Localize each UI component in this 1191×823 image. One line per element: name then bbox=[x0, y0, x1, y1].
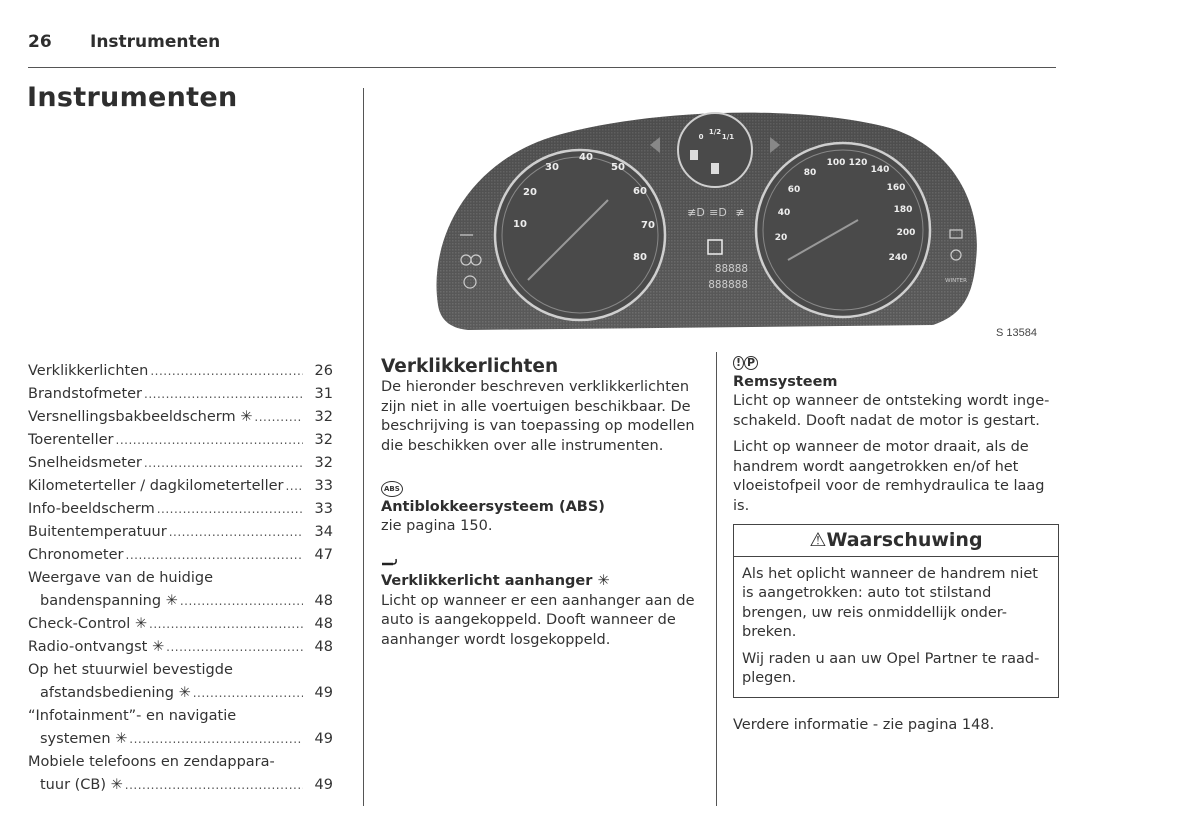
toc-item[interactable]: Verklikkerlichten ..... 26 bbox=[28, 360, 333, 383]
toc-item[interactable]: Kilometerteller / dagkilometerteller ..... 33 bbox=[28, 475, 333, 498]
instrument-cluster-figure bbox=[428, 90, 988, 340]
warning-triangle-icon: ⚠ bbox=[809, 529, 827, 551]
warning-text-2: Wij raden u aan uw Opel Partner te raad-plegen. bbox=[742, 650, 1040, 686]
toc-item[interactable]: Mobiele telefoons en zendappara- tuur (CB) ✳ ..... 49 bbox=[28, 751, 333, 797]
brake-icons bbox=[733, 353, 1059, 373]
column-divider-right bbox=[716, 352, 717, 806]
svg-text:20: 20 bbox=[774, 233, 788, 243]
toc-item[interactable]: Buitentemperatuur ..... 34 bbox=[28, 521, 333, 544]
column-divider-left bbox=[363, 88, 364, 806]
toc-item[interactable]: Weergave van de huidige bandenspanning ✳ ..... 48 bbox=[28, 567, 333, 613]
svg-text:0: 0 bbox=[698, 133, 704, 141]
toc-item[interactable]: Op het stuurwiel bevestigde afstandsbediening ✳ ..... 49 bbox=[28, 659, 333, 705]
svg-text:70: 70 bbox=[641, 220, 655, 231]
svg-text:10: 10 bbox=[513, 219, 527, 230]
toc-item[interactable]: Check-Control ✳ ..... 48 bbox=[28, 613, 333, 636]
svg-text:888888: 888888 bbox=[708, 278, 748, 291]
trailer-text: Licht op wanneer er een aanhanger aan de auto is aangekoppeld. Dooft wanneer de aanhanger wordt losgekoppeld. bbox=[381, 592, 695, 648]
page-title: Instrumenten bbox=[27, 82, 238, 113]
warning-title: ⚠Waarschuwing bbox=[734, 525, 1058, 557]
svg-text:1/2: 1/2 bbox=[708, 128, 722, 136]
toc-item[interactable]: “Infotainment”- en navigatie systemen ✳ ..... 49 bbox=[28, 705, 333, 751]
svg-text:20: 20 bbox=[523, 187, 537, 198]
svg-text:40: 40 bbox=[579, 152, 593, 163]
abs-icon: ABS bbox=[381, 478, 703, 498]
svg-text:180: 180 bbox=[893, 205, 913, 215]
svg-text:100: 100 bbox=[826, 158, 846, 168]
figure-caption: S 13584 bbox=[996, 327, 1037, 339]
svg-text:60: 60 bbox=[633, 186, 647, 197]
warning-box bbox=[733, 524, 1059, 698]
middle-column bbox=[381, 356, 703, 650]
svg-text:140: 140 bbox=[870, 165, 890, 175]
brake-warning-icon: ! bbox=[733, 356, 744, 370]
warning-text-1: Als het oplicht wanneer de handrem niet is aangetrokken: auto tot stilstand brengen, uw reis onmiddellijk onder-breken. bbox=[742, 565, 1038, 640]
instrument-cluster-illustration bbox=[428, 90, 988, 340]
toc-item[interactable]: Chronometer ..... 47 bbox=[28, 544, 333, 567]
brake-text-2: Licht op wanneer de motor draait, als de handrem wordt aangetrokken en/of het vloeistofpeil voor de remhydraulica te laag is. bbox=[733, 439, 1045, 514]
right-column bbox=[733, 353, 1059, 735]
page-number: 26 bbox=[28, 32, 52, 52]
brake-text-1: Licht op wanneer de ontsteking wordt inge-schakeld. Dooft nadat de motor is gestart. bbox=[733, 393, 1050, 429]
trailer-icon bbox=[381, 553, 703, 573]
abs-title: Antiblokkeersysteem (ABS) bbox=[381, 498, 605, 515]
svg-text:160: 160 bbox=[886, 183, 906, 193]
svg-text:200: 200 bbox=[896, 228, 916, 238]
svg-text:40: 40 bbox=[777, 208, 791, 218]
toc-item[interactable]: Radio-ontvangst ✳ ..... 48 bbox=[28, 636, 333, 659]
svg-text:≢: ≢ bbox=[735, 206, 745, 219]
svg-text:60: 60 bbox=[787, 185, 801, 195]
svg-text:30: 30 bbox=[545, 162, 559, 173]
toc-item[interactable]: Brandstofmeter ..... 31 bbox=[28, 383, 333, 406]
toc-item[interactable]: Snelheidsmeter ..... 32 bbox=[28, 452, 333, 475]
more-info-link[interactable]: Verdere informatie - zie pagina 148. bbox=[733, 716, 995, 733]
section-heading: Verklikkerlichten bbox=[381, 356, 559, 377]
intro-text: De hieronder beschreven verklikkerlichten zijn niet in alle voertuigen beschikbaar. De beschrijving is van toepassing op modellen die beschikken over alle instrumenten. bbox=[381, 379, 695, 454]
toc-item[interactable]: Info-beeldscherm ..... 33 bbox=[28, 498, 333, 521]
brake-title: Remsysteem bbox=[733, 373, 838, 390]
svg-text:88888: 88888 bbox=[714, 262, 748, 275]
toc-item[interactable]: Versnellingsbakbeeldscherm ✳ ..... 32 bbox=[28, 406, 333, 429]
table-of-contents bbox=[28, 360, 333, 797]
svg-text:WINTER: WINTER bbox=[945, 278, 967, 284]
svg-text:80: 80 bbox=[803, 168, 817, 178]
svg-text:1/1: 1/1 bbox=[721, 133, 735, 141]
running-header: Instrumenten bbox=[90, 32, 221, 52]
svg-text:≡D: ≡D bbox=[709, 206, 727, 219]
svg-text:240: 240 bbox=[888, 253, 908, 263]
svg-text:≢D: ≢D bbox=[687, 206, 705, 219]
toc-item[interactable]: Toerenteller ..... 32 bbox=[28, 429, 333, 452]
svg-text:80: 80 bbox=[633, 252, 647, 263]
svg-text:50: 50 bbox=[611, 162, 625, 173]
parking-brake-icon: P bbox=[744, 356, 758, 370]
svg-text:120: 120 bbox=[848, 158, 868, 168]
trailer-title: Verklikkerlicht aanhanger ✳ bbox=[381, 573, 610, 589]
header-rule bbox=[28, 67, 1056, 68]
abs-text: zie pagina 150. bbox=[381, 518, 493, 534]
